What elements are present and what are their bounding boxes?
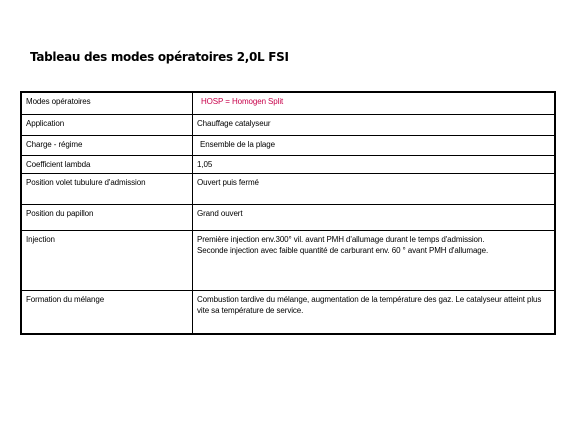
table-row xyxy=(21,135,555,155)
row-value: Combustion tardive du mélange, augmentation de la température des gaz. Le catalyseur atteint plus vite sa température de service. xyxy=(193,290,556,334)
table-row xyxy=(21,114,555,135)
row-label: Coefficient lambda xyxy=(21,155,193,173)
injection-line-2: Seconde injection avec faible quantité de carburant env. 60 ° avant PMH d'allumage. xyxy=(197,245,489,255)
row-value: Ouvert puis fermé xyxy=(193,173,556,204)
row-value: 1,05 xyxy=(193,155,556,173)
page-title: Tableau des modes opératoires 2,0L FSI xyxy=(30,50,289,64)
table-row xyxy=(21,155,555,173)
row-value-mode: HOSP = Homogen Split xyxy=(193,92,556,114)
table-row xyxy=(21,230,555,290)
row-value: Grand ouvert xyxy=(193,204,556,230)
table-row xyxy=(21,173,555,204)
table-row xyxy=(21,92,555,114)
row-value-injection xyxy=(193,230,556,290)
row-label: Application xyxy=(21,114,193,135)
row-label: Position volet tubulure d'admission xyxy=(21,173,193,204)
table-row xyxy=(21,290,555,334)
row-label: Formation du mélange xyxy=(21,290,193,334)
row-label: Injection xyxy=(21,230,193,290)
row-label: Modes opératoires xyxy=(21,92,193,114)
row-label: Charge - régime xyxy=(21,135,193,155)
row-label: Position du papillon xyxy=(21,204,193,230)
table-row xyxy=(21,204,555,230)
row-value: Chauffage catalyseur xyxy=(193,114,556,135)
row-value: Ensemble de la plage xyxy=(193,135,556,155)
injection-line-1: Première injection env.300° vil. avant PMH d'allumage durant le temps d'admission. xyxy=(197,234,485,244)
operating-modes-table xyxy=(20,91,556,335)
